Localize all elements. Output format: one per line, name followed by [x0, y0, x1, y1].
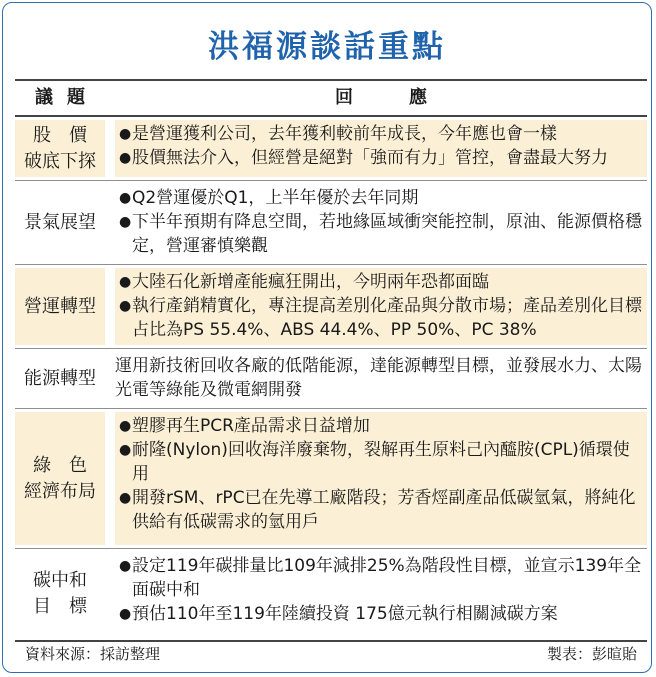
- page-title: 洪福源談話重點: [208, 29, 446, 65]
- list-item: [119, 294, 645, 342]
- bullet-text: 設定119年碳排量比109年減排25%為階段性目標，並宣示139年全面碳中和: [132, 556, 642, 600]
- bullet-text: 塑膠再生PCR產品需求日益增加: [132, 416, 370, 436]
- bullet-text: 預估110年至119年陸續投資 175億元執行相關減碳方案: [132, 604, 558, 624]
- bullet-icon: ●: [119, 214, 132, 230]
- bullet-text: 耐隆(Nylon)回收海洋廢棄物，裂解再生原料己內醯胺(CPL)循環使用: [132, 440, 630, 484]
- bullet-text: 股價無法介入，但經營是絕對「強而有力」管控，會盡最大努力: [132, 148, 608, 168]
- bullet-icon: ●: [119, 418, 132, 434]
- topic-line: 目 標: [33, 596, 87, 617]
- row-topic: [15, 412, 105, 545]
- list-item: [119, 554, 645, 602]
- topic-line: 景氣展望: [24, 211, 96, 233]
- list-item: [119, 270, 645, 294]
- topic-line: 碳中和: [33, 570, 87, 591]
- bullet-icon: ●: [119, 442, 132, 458]
- bullet-icon: ●: [119, 150, 132, 166]
- topic-line: 綠 色: [33, 454, 87, 476]
- topic-line: 營運轉型: [24, 295, 96, 317]
- list-item: [119, 186, 645, 210]
- row-response: [115, 268, 647, 345]
- row-response: [115, 412, 647, 545]
- bullet-text: 開發rSM、rPC已在先導工廠階段；芳香烴副產品低碳氫氣，將純化供給有低碳需求的氫用戶: [132, 488, 636, 532]
- table-header: [15, 79, 647, 117]
- bullet-text: 下半年預期有降息空間，若地緣區域衝突能控制，原油、能源價格穩定，營運審慎樂觀: [132, 212, 642, 256]
- row-response: [115, 120, 647, 177]
- bullet-icon: ●: [119, 274, 132, 290]
- bullet-text: 大陸石化新增產能瘋狂開出，今明兩年恐都面臨: [132, 272, 489, 292]
- topic-line: 股 價: [33, 124, 87, 146]
- header-response: 回應: [335, 87, 483, 108]
- list-item: [119, 486, 645, 534]
- table-row: [15, 265, 647, 349]
- table-row: [15, 181, 647, 265]
- infographic-frame: [2, 2, 652, 673]
- table-row: [15, 349, 647, 409]
- topic-line: 經濟布局: [24, 480, 96, 502]
- bullet-text: Q2營運優於Q1，上半年優於去年同期: [132, 188, 419, 208]
- list-item: [119, 438, 645, 486]
- table-row: [15, 549, 647, 639]
- maker-note: 製表：彭暄貽: [546, 645, 637, 663]
- table-footer: [15, 640, 647, 668]
- bullet-icon: ●: [119, 606, 132, 622]
- bullet-text: 執行產銷精實化，專注提高差別化產品與分散市場；產品差別化目標占比為PS 55.4%、ABS 44.4%、PP 50%、PC 38%: [132, 296, 642, 340]
- bullet-text: 是營運獲利公司，去年獲利較前年成長，今年應也會一樣: [132, 124, 557, 144]
- bullet-icon: ●: [119, 298, 132, 314]
- bullet-icon: ●: [119, 490, 132, 506]
- row-topic: [15, 184, 105, 261]
- header-topic: 議題: [35, 87, 99, 108]
- bullet-icon: ●: [119, 558, 132, 574]
- source-note: 資料來源：採訪整理: [25, 645, 161, 663]
- row-topic: [15, 268, 105, 345]
- topic-line: 破底下探: [24, 150, 96, 172]
- list-item: [119, 146, 645, 170]
- table-row: [15, 409, 647, 549]
- list-item: [119, 414, 645, 438]
- list-item: [119, 122, 645, 146]
- table-row: [15, 117, 647, 181]
- row-response: 運用新技術回收各廠的低階能源，達能源轉型目標，並發展水力、太陽光電等綠能及微電網開發: [115, 356, 642, 400]
- row-topic: [15, 552, 105, 636]
- row-topic: [15, 120, 105, 177]
- bullet-icon: ●: [119, 190, 132, 206]
- bullet-icon: ●: [119, 126, 132, 142]
- row-response: [115, 552, 647, 636]
- list-item: [119, 210, 645, 258]
- row-topic: [15, 352, 105, 405]
- row-response: [115, 184, 647, 261]
- list-item: [119, 602, 645, 626]
- topic-line: 能源轉型: [24, 367, 96, 389]
